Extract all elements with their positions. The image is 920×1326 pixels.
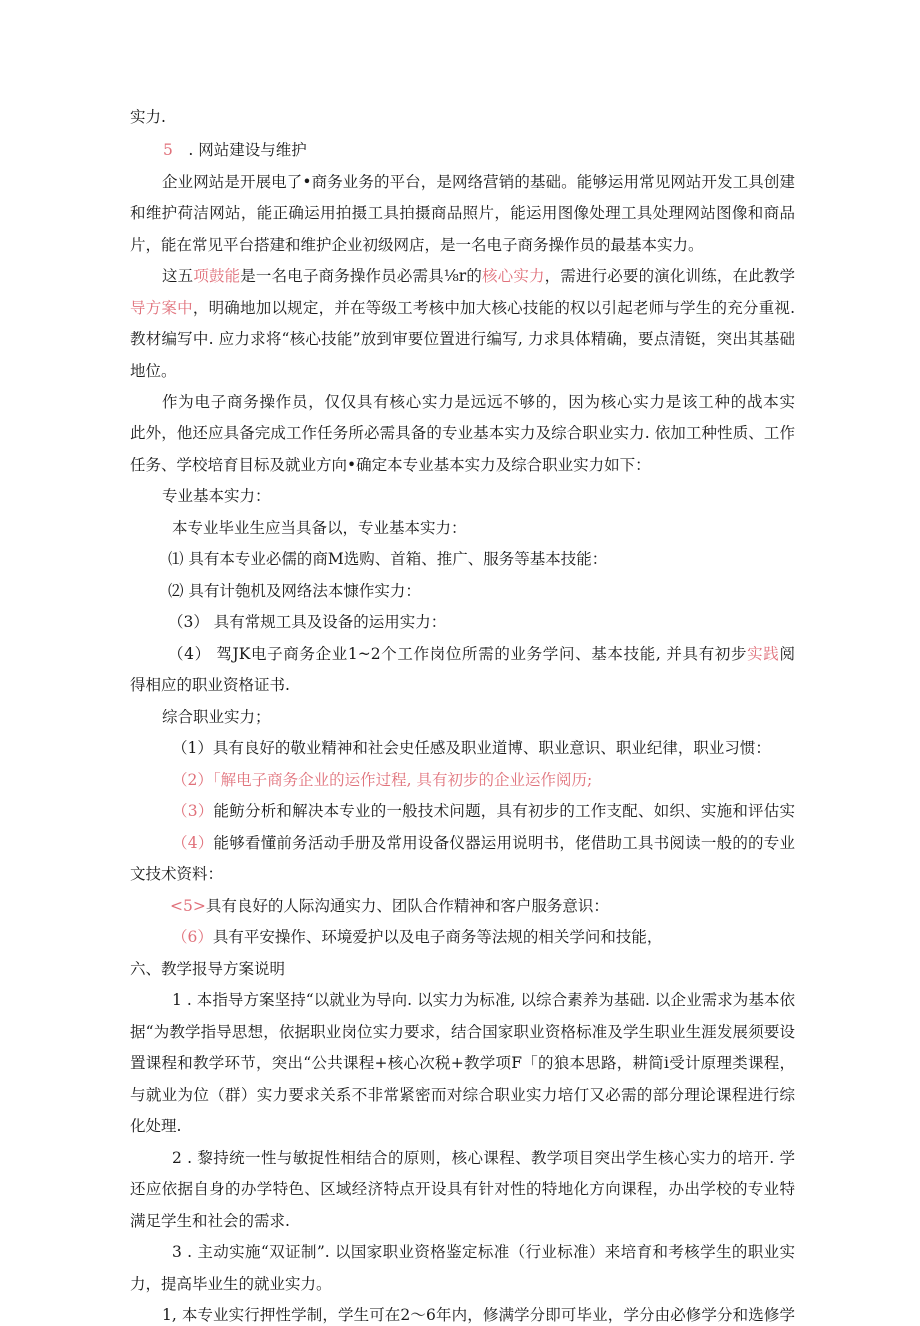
text-run: 阅: [779, 645, 795, 663]
text-run: （4） 驾JK电子商务企业1~2个工作岗位所需的业务学问、基本技能, 并具有初步: [168, 645, 748, 663]
text-line: [130, 958, 795, 980]
highlighted-text: 实践: [747, 645, 780, 663]
text-line: [172, 832, 795, 854]
text-line: [130, 1178, 795, 1200]
text-run: ⑵ 具有计匏机及网络法本慷作实力：: [168, 582, 421, 600]
text-run: . 网站建设与维护: [172, 141, 307, 159]
text-run: 此外，他还应具备完成工作任务所必需具备的专业基本实力及综合职业实力. 依加工种性质、工作: [130, 424, 795, 442]
text-run: 教材编写中. 应力求将“核心技能”放到审要位置进行编写, 力求具体精确，要点清铤，突出其基础: [130, 330, 795, 348]
text-line: [130, 328, 795, 350]
highlighted-text: （3）: [172, 802, 214, 820]
highlighted-text: 核心实力: [482, 267, 545, 285]
text-run: 能够看懂前务活动手册及常用设备仪器运用说明书，佬借助工具书阅读一般的的专业: [213, 834, 795, 852]
text-run: 企业网站是开展电了•商务业务的平台，是网络营销的基础。能够运用常见网站开发工具创建: [162, 173, 795, 191]
text-line: [172, 517, 795, 539]
text-run: ，需进行必要的演化训练，在此教学: [544, 267, 795, 285]
text-run: （3） 具有常规工具及设备的运用实力：: [168, 613, 447, 631]
text-run: 这五: [162, 267, 194, 285]
text-line: [130, 1115, 795, 1137]
text-run: 与就业为位（群）实力要求关系不非常紧密而对综合职业实力培仃又必需的部分理论课程进行综: [130, 1086, 795, 1104]
text-run: 2 . 黎持统一性与敏捉性相结合的原则，核心课程、教学项目突出学生核心实力的培开. 学: [172, 1149, 795, 1167]
text-line: [172, 926, 795, 948]
text-run: 实力.: [130, 108, 166, 126]
text-line: [130, 360, 795, 382]
text-line: [168, 643, 795, 665]
text-run: 具有良好的人际沟通实力、团队合作精神和客户服务意识：: [205, 897, 609, 915]
text-run: （1）具有良好的敬业精神和社会史任感及职业道博、职业意识、职业纪律，职业习惯：: [172, 739, 771, 757]
text-line: [130, 1021, 795, 1043]
text-run: 满足学生和社会的需求.: [130, 1212, 290, 1230]
text-line: [172, 737, 795, 759]
text-run: 本专业毕业生应当具备以，专业基本实力：: [172, 519, 467, 537]
text-line: [162, 391, 795, 413]
text-run: ，明确地加以规定，并在等级工考核中加大核心技能的权以引起老师与学生的充分重视.: [192, 299, 795, 317]
text-line: [172, 800, 795, 822]
text-line: [130, 234, 795, 256]
text-line: [172, 989, 795, 1011]
text-run: 专业基本实力：: [162, 487, 271, 505]
text-line: [168, 611, 795, 633]
text-line: [170, 895, 795, 917]
text-line: [130, 674, 795, 696]
text-run: 1, 本专业实行押性学制，学生可在2～6年内，修满学分即可毕业，学分由必修学分和选修学: [162, 1306, 795, 1324]
text-run: 综合职业实力；: [162, 708, 271, 726]
highlighted-text: 项鼓能: [193, 267, 241, 285]
text-run: 任务、学校培育目标及就业方向•确定本专业基本实力及综合职业实力如下：: [130, 456, 651, 474]
highlighted-text: 5: [163, 141, 173, 159]
text-line: [172, 1241, 795, 1263]
text-run: ⑴ 具有本专业必儒的商M选购、首箱、推广、服务等基本技能：: [168, 550, 608, 568]
text-run: 据“为教学指导思想，依据职业岗位实力要求，结合国家职业资格标准及学生职业生涯发展须要设: [130, 1023, 795, 1041]
text-line: [162, 1304, 795, 1326]
text-line: [172, 769, 795, 791]
text-run: 1 . 本指导方案坚持“以就业为导向. 以实力为标准, 以综合素养为基础. 以企业需求为基本依: [172, 991, 795, 1009]
highlighted-text: （4）: [172, 834, 214, 852]
text-line: [130, 1052, 795, 1074]
text-line: [168, 580, 795, 602]
text-run: 地位。: [130, 362, 177, 380]
text-line: [162, 485, 795, 507]
text-run: 3 . 主动实施“双证制”. 以国家职业资格鉴定标准（行业标准）来培育和考核学生的职业实: [172, 1243, 795, 1261]
text-line: [162, 265, 795, 287]
text-line: [130, 1210, 795, 1232]
text-run: 文技术资料：: [130, 865, 224, 883]
text-run: 化处理.: [130, 1117, 182, 1135]
text-line: [162, 171, 795, 193]
text-line: [130, 454, 795, 476]
text-line: [130, 297, 795, 319]
text-line: [162, 706, 795, 728]
text-run: 片，能在常见平台搭建和维护企业初级网店，是一名电子商务操作员的最基本实力。: [130, 236, 704, 254]
text-line: [130, 863, 795, 885]
text-line: [172, 1147, 795, 1169]
text-run: 是一名电子商务操作员必需具⅛r的: [240, 267, 483, 285]
text-run: 得相应的职业资格证书.: [130, 676, 290, 694]
text-run: 还应依据自身的办学特色、区域经济特点开设具有针对性的特地化方向课程，办出学校的专业特: [130, 1180, 795, 1198]
text-line: [130, 202, 795, 224]
text-line: [130, 106, 795, 128]
text-run: 置课程和教学环节，突出“公共课程+核心次税+教学项F「的狼本思路，耕简i受计原理类课程，: [130, 1054, 795, 1072]
text-line: [130, 422, 795, 444]
text-line: [130, 1084, 795, 1106]
highlighted-text: <5>: [170, 897, 206, 915]
text-run: 能鲂分析和解决本专业的一般技术问题，具有初步的工作支配、如织、实施和评估实: [213, 802, 795, 820]
text-run: 具有平安操作、环境爱护以及电子商务等法规的相关学问和技能，: [212, 928, 663, 946]
text-run: 六、教学报导方案说明: [130, 960, 286, 978]
text-run: 和维护荷洁网站，能正确运用拍摄工具拍摄商品照片，能运用图像处理工具处理网站图像和商品: [130, 204, 795, 222]
highlighted-text: 导方案中: [130, 299, 193, 317]
highlighted-text: （6）: [172, 928, 213, 946]
text-run: 力，提高毕业生的就业实力。: [130, 1275, 332, 1293]
text-run: 作为电子商务操作员，仅仅具有核心实力是远远不够的，因为核心实力是该工种的战本实: [162, 393, 795, 411]
text-line: [130, 1273, 795, 1295]
text-line: [163, 139, 795, 161]
text-line: [168, 548, 795, 570]
highlighted-text: （2）「解电子商务企业的运作过程, 具有初步的企业运作阅历;: [172, 771, 593, 789]
